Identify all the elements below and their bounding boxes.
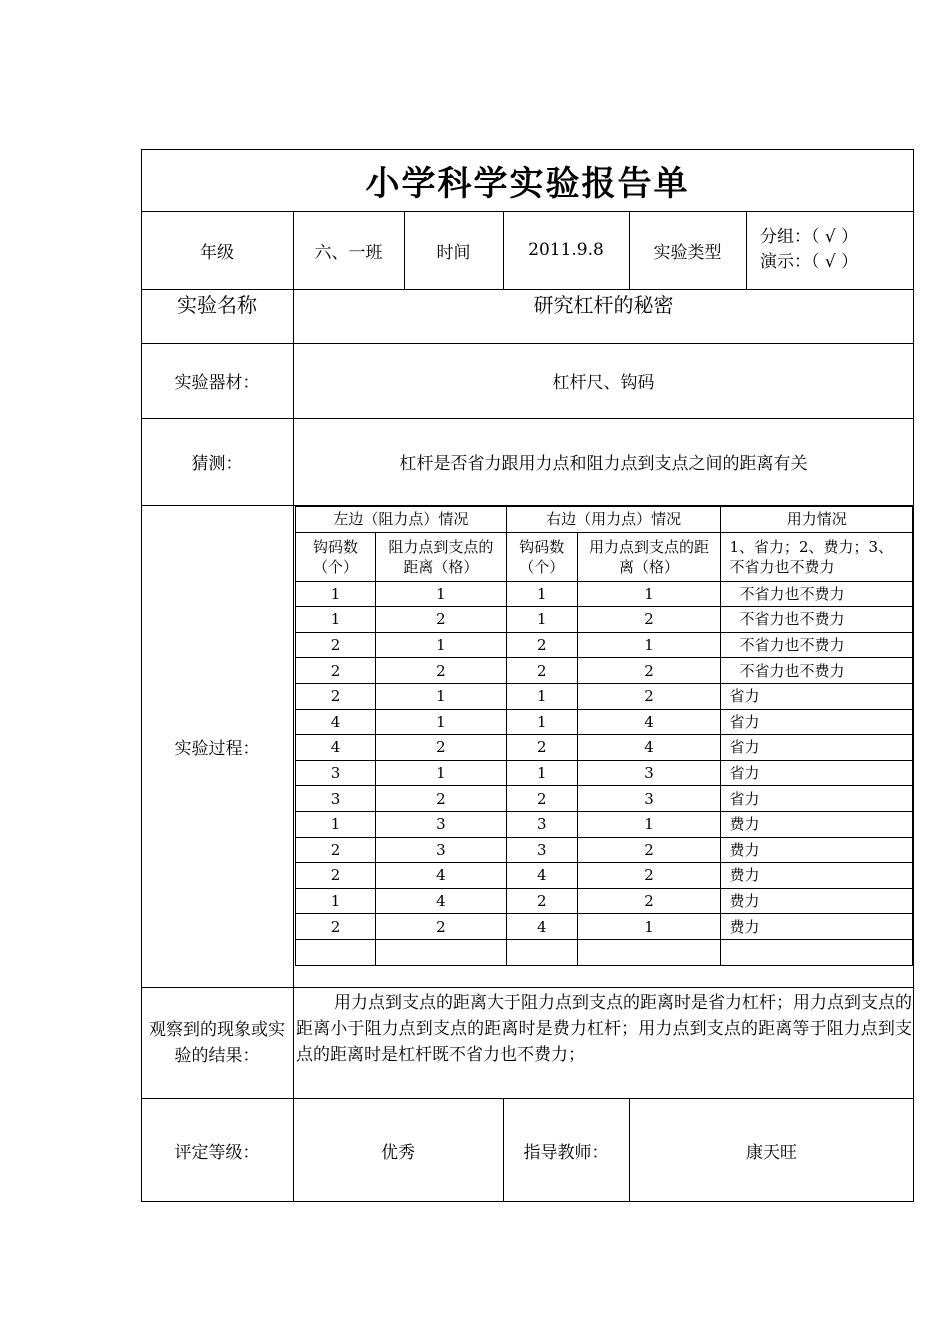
table-cell: 1 — [506, 709, 577, 735]
grade-value: 六、一班 — [314, 242, 383, 263]
result-value: 用力点到支点的距离大于阻力点到支点的距离时是省力杠杆；用力点到支点的距离小于阻力点到支点的距离时是费力杠杆；用力点到支点的距离等于阻力点到支点的距离时是杠杆既不省力也不费力； — [296, 993, 912, 1065]
page-title: 小学科学实验报告单 — [365, 163, 690, 204]
guess-value: 杠杆是否省力跟用力点和阻力点到支点之间的距离有关 — [399, 454, 808, 474]
table-cell: 2 — [375, 914, 506, 940]
table-row — [296, 914, 913, 940]
table-cell: 不省力也不费力 — [721, 581, 913, 607]
table-cell: 费力 — [721, 914, 913, 940]
table-cell: 2 — [296, 683, 376, 709]
time-label: 时间 — [436, 242, 471, 263]
table-cell: 费力 — [721, 837, 913, 863]
force-header: 用力情况 — [721, 507, 913, 533]
table-cell: 2 — [375, 786, 506, 812]
table-row — [296, 607, 913, 633]
table-cell: 省力 — [721, 683, 913, 709]
table-row — [296, 863, 913, 889]
table-cell: 1 — [577, 581, 721, 607]
table-cell: 省力 — [721, 786, 913, 812]
left-header: 左边（阻力点）情况 — [296, 507, 507, 533]
type-label: 实验类型 — [653, 242, 722, 263]
rating-label: 评定等级： — [174, 1142, 260, 1163]
table-cell: 2 — [577, 683, 721, 709]
table-sub-header — [296, 532, 913, 581]
table-cell: 2 — [296, 863, 376, 889]
table-cell: 2 — [577, 863, 721, 889]
table-cell: 3 — [506, 837, 577, 863]
table-row — [296, 837, 913, 863]
table-cell: 1 — [506, 607, 577, 633]
column-header: 钩码数（个） — [506, 532, 577, 581]
table-cell: 省力 — [721, 760, 913, 786]
table-cell: 3 — [375, 811, 506, 837]
table-row — [296, 709, 913, 735]
materials-label: 实验器材： — [174, 373, 260, 393]
table-cell: 2 — [506, 786, 577, 812]
table-cell: 费力 — [721, 888, 913, 914]
table-cell: 2 — [577, 837, 721, 863]
table-cell: 1 — [506, 581, 577, 607]
table-cell: 1 — [506, 760, 577, 786]
table-cell: 2 — [375, 735, 506, 761]
table-cell: 省力 — [721, 735, 913, 761]
table-cell: 2 — [506, 632, 577, 658]
table-cell: 2 — [296, 632, 376, 658]
table-row — [296, 939, 913, 965]
table-cell: 2 — [375, 658, 506, 684]
guess-label: 猜测： — [191, 454, 243, 474]
table-cell: 4 — [577, 735, 721, 761]
table-cell: 不省力也不费力 — [721, 658, 913, 684]
column-header: 阻力点到支点的距离（格） — [375, 532, 506, 581]
table-cell: 4 — [506, 863, 577, 889]
table-cell: 4 — [296, 709, 376, 735]
table-cell: 2 — [296, 837, 376, 863]
table-cell: 1 — [375, 760, 506, 786]
time-value: 2011.9.8 — [528, 240, 604, 260]
table-row — [296, 735, 913, 761]
column-header: 用力点到支点的距离（格） — [577, 532, 721, 581]
table-cell: 4 — [506, 914, 577, 940]
table-cell: 3 — [577, 786, 721, 812]
table-cell: 1 — [577, 632, 721, 658]
name-value: 研究杠杆的秘密 — [533, 292, 674, 317]
table-cell: 2 — [296, 914, 376, 940]
teacher-label: 指导教师： — [523, 1142, 609, 1163]
table-cell: 2 — [577, 658, 721, 684]
table-cell: 省力 — [721, 709, 913, 735]
table-cell: 1 — [375, 683, 506, 709]
table-cell: 费力 — [721, 863, 913, 889]
table-cell: 3 — [506, 811, 577, 837]
table-group-header — [296, 507, 913, 533]
table-cell: 2 — [506, 735, 577, 761]
demo-option: 演示：（ √ ） — [760, 252, 859, 272]
table-row — [296, 658, 913, 684]
table-cell: 不省力也不费力 — [721, 632, 913, 658]
grade-label: 年级 — [200, 242, 234, 263]
table-row — [296, 632, 913, 658]
table-cell: 1 — [296, 581, 376, 607]
name-label: 实验名称 — [177, 292, 257, 317]
table-cell: 3 — [296, 760, 376, 786]
table-row — [296, 786, 913, 812]
table-row — [296, 760, 913, 786]
table-cell: 3 — [375, 837, 506, 863]
table-cell: 1 — [375, 581, 506, 607]
table-cell: 1 — [577, 811, 721, 837]
table-cell: 1 — [375, 632, 506, 658]
table-cell: 4 — [375, 888, 506, 914]
table-cell: 费力 — [721, 811, 913, 837]
teacher-value: 康天旺 — [746, 1142, 797, 1163]
table-cell: 1 — [296, 607, 376, 633]
process-rows — [296, 581, 913, 939]
table-cell: 4 — [296, 735, 376, 761]
result-label: 观察到的现象或实验的结果： — [149, 1019, 285, 1066]
table-cell: 4 — [577, 709, 721, 735]
table-cell: 3 — [296, 786, 376, 812]
table-cell: 不省力也不费力 — [721, 607, 913, 633]
experiment-type-options — [746, 211, 914, 289]
table-row — [296, 888, 913, 914]
table-cell: 1 — [577, 914, 721, 940]
table-cell: 2 — [296, 658, 376, 684]
table-row — [296, 811, 913, 837]
materials-value: 杠杆尺、钩码 — [552, 373, 655, 393]
process-table — [295, 506, 913, 966]
table-cell: 1 — [375, 709, 506, 735]
table-cell: 2 — [577, 607, 721, 633]
table-row — [296, 683, 913, 709]
table-cell: 2 — [375, 607, 506, 633]
column-header: 1、省力；2、费力；3、不省力也不费力 — [721, 532, 913, 581]
table-cell: 3 — [577, 760, 721, 786]
column-header: 钩码数（个） — [296, 532, 376, 581]
table-cell: 4 — [375, 863, 506, 889]
table-cell: 1 — [506, 683, 577, 709]
table-cell: 2 — [577, 888, 721, 914]
table-row — [296, 581, 913, 607]
rating-value: 优秀 — [381, 1142, 415, 1163]
table-cell: 1 — [296, 811, 376, 837]
table-cell: 2 — [506, 888, 577, 914]
group-option: 分组：（ √ ） — [760, 227, 859, 247]
table-cell: 1 — [296, 888, 376, 914]
right-header: 右边（用力点）情况 — [506, 507, 721, 533]
table-cell: 2 — [506, 658, 577, 684]
process-label: 实验过程： — [174, 738, 260, 759]
